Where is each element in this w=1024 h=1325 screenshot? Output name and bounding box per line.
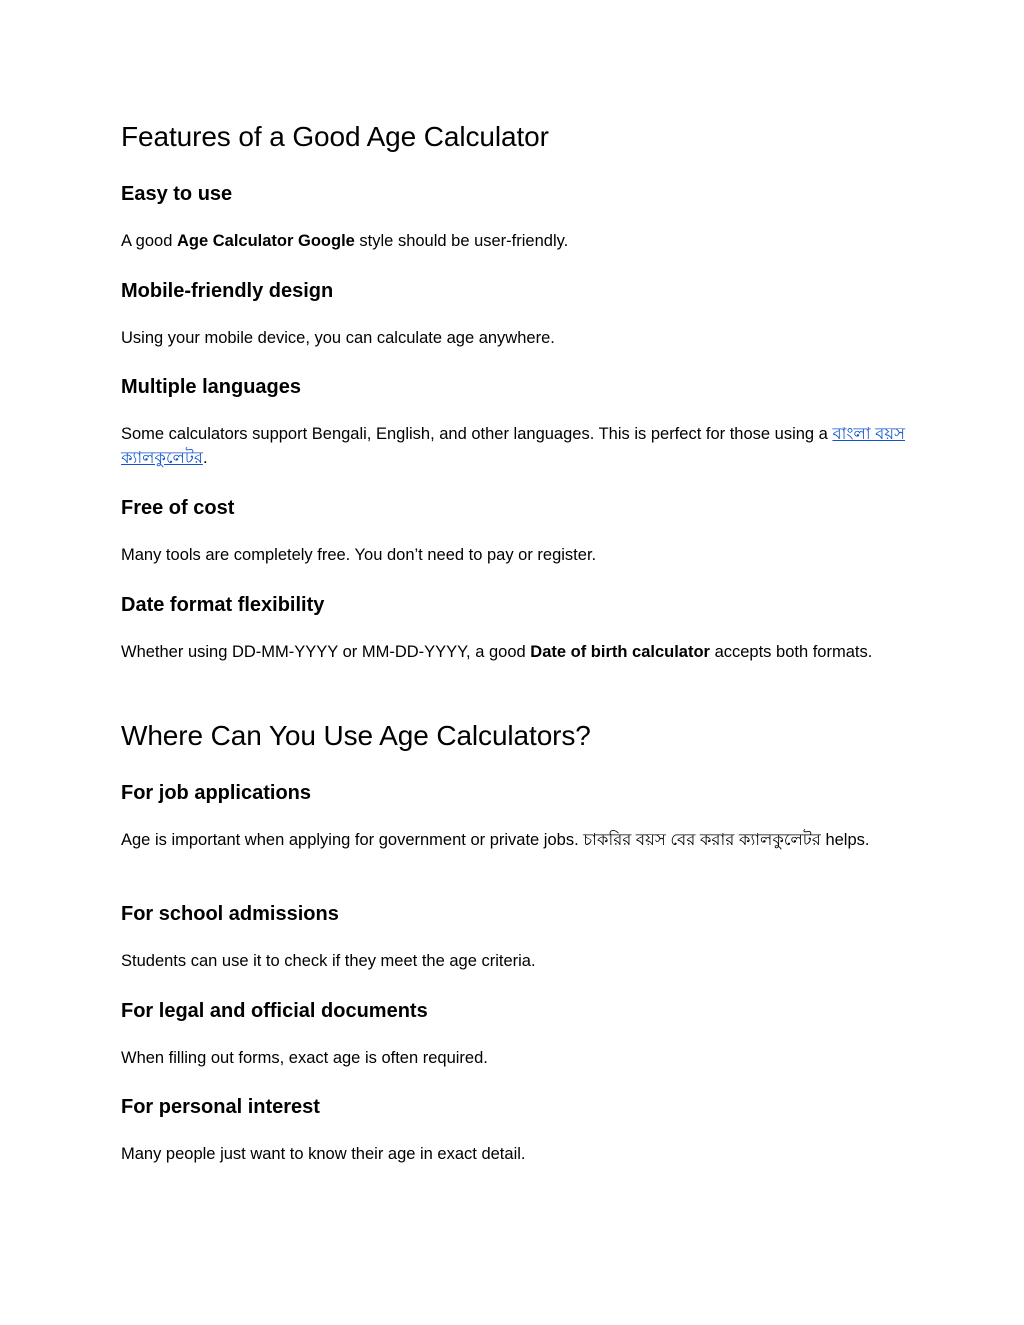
paragraph-free-of-cost: Many tools are completely free. You don’t need to pay or register. [121,546,597,564]
section-title-where-to-use: Where Can You Use Age Calculators? [121,720,591,751]
bangla-age-calculator-link[interactable]: বাংলা বয়স ক্যালকুলেটর [121,425,905,467]
heading-personal-interest: For personal interest [121,1096,320,1118]
section-title-features: Features of a Good Age Calculator [121,121,549,152]
text-segment: A good [121,232,177,250]
text-segment: Whether using DD-MM-YYYY or MM-DD-YYYY, a good [121,643,531,661]
heading-mobile-friendly: Mobile-friendly design [121,280,334,302]
heading-school-admissions: For school admissions [121,903,339,925]
heading-date-format: Date format flexibility [121,594,325,616]
paragraph-easy-to-use [121,229,911,253]
paragraph-school-admissions: Students can use it to check if they meet the age criteria. [121,952,536,970]
paragraph-legal-documents: When filling out forms, exact age is often required. [121,1049,488,1067]
heading-multiple-languages: Multiple languages [121,376,302,398]
bold-term: Date of birth calculator [530,643,710,661]
heading-legal-documents: For legal and official documents [121,1000,428,1022]
paragraph-date-format [121,640,911,664]
paragraph-multiple-languages [121,422,911,470]
text-segment: Some calculators support Bengali, English, and other languages. This is perfect for those using a [121,425,833,443]
heading-free-of-cost: Free of cost [121,497,235,519]
text-segment: style should be user-friendly. [354,232,569,250]
bold-term: Age Calculator Google [176,232,355,250]
paragraph-mobile-friendly: Using your mobile device, you can calculate age anywhere. [121,329,555,347]
heading-easy-to-use: Easy to use [121,183,233,205]
text-segment: accepts both formats. [709,643,873,661]
paragraph-job-applications: Age is important when applying for government or private jobs. চাকরির বয়স বের করার ক্যালকুলেটর helps. [121,831,870,849]
heading-job-applications: For job applications [121,782,312,804]
text-segment: . [202,449,208,467]
paragraph-personal-interest: Many people just want to know their age in exact detail. [121,1145,526,1163]
